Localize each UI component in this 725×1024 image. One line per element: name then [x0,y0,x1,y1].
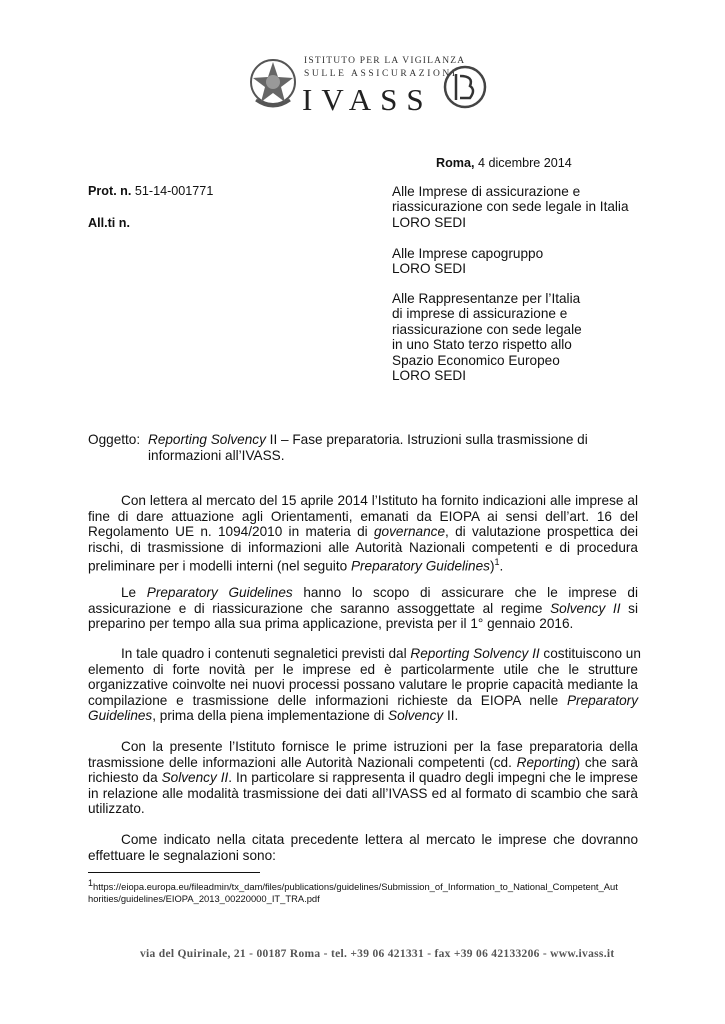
text-line: Le Preparatory Guidelines hanno lo scopo di assicurare che le imprese di [121,585,639,600]
text-line: trasmissione delle informazioni alle Autorità Nazionali competenti (cd. Reporting) che sarà [88,754,638,770]
text-line: elemento di forte novità per le imprese ed è particolarmente utile che le strutture [88,661,638,677]
subject-rest: II – Fase preparatoria. Istruzioni sulla trasmissione di [265,432,588,447]
letter-date [436,155,572,171]
recipient-line: LORO SEDI [392,261,467,277]
text-line: Regolamento UE n. 1094/2010 in materia di governance, di valutazione prospettica dei [88,524,639,540]
recipient-line: Spazio Economico Europeo [392,352,560,368]
text-line: richiesto da Solvency II. In particolare si rappresenta il quadro degli impegni che le imprese [88,770,638,786]
footnote-separator [88,872,260,873]
recipient-line: LORO SEDI [392,368,467,384]
text-line: preliminare per i modelli interni (nel seguito Preparatory Guidelines)$^1$. [88,557,504,574]
text-line: in relazione alle modalità trasmissione dei dati all’IVASS ed al formato di scambio che sarà [88,785,638,801]
attachments [88,215,130,231]
text-line: rischi, di trasmissione di informazioni alle Autorità Nazionali competenti e di procedura [88,539,638,555]
paragraph-4 [88,739,638,817]
attachments-label: All.ti n. [88,216,130,230]
text-line: Guidelines, prima della piena implementazione di Solvency II. [88,708,459,724]
paragraph-3 [88,646,641,724]
recipient-block-1 [392,184,629,230]
subject [88,432,588,448]
ivass-monogram-icon [442,64,488,110]
footnote-ref: 1 [494,557,500,568]
footnote-link-cont[interactable]: horities/guidelines/EIOPA_2013_00220000_IT_TRA.pdf [88,893,320,905]
recipient-line: Alle Rappresentanze per l’Italia [392,291,581,306]
text-line: assicurazione e di riassicurazione che saranno assoggettate al regime Solvency II si [88,600,638,616]
letterhead [248,52,498,118]
recipient-line: LORO SEDI [392,214,467,230]
footnote [88,877,648,905]
date-place: Roma, [436,156,475,170]
protocol-value: 51-14-001771 [134,184,214,198]
subject-line2: informazioni all’IVASS. [148,448,285,463]
subject-italic: Reporting Solvency [148,432,266,447]
recipient-block-2 [392,246,543,277]
footnote-number: 1 [88,878,94,888]
text-line: effettuare le segnalazioni sono: [88,847,276,863]
text-line: Con lettera al mercato del 15 aprile 2014 l’Istituto ha fornito indicazioni alle imprese al [121,493,638,508]
logo-text: IVASS [302,82,433,117]
paragraph-2 [88,585,638,632]
recipient-line: riassicurazione con sede legale [392,321,582,337]
recipient-line: Alle Imprese di assicurazione e [392,184,581,199]
recipient-line: riassicurazione con sede legale in Italia [392,199,629,215]
text-line: preparino per tempo alla sua prima applicazione, prevista per il 1° gennaio 2016. [88,616,574,632]
text-line: compilazione e trasmissione delle informazioni richieste da EIOPA nelle Preparatory [88,692,638,708]
italian-republic-emblem-icon [248,52,298,112]
text-line: fine di dare attuazione agli Orientamenti, emanati da EIOPA ai sensi dell’art. 16 del [88,508,638,524]
text-line: utilizzato. [88,801,145,817]
text-line: Come indicato nella citata precedente lettera al mercato le imprese che dovranno [121,832,638,847]
paragraph-5 [88,832,638,863]
text-line: In tale quadro i contenuti segnaletici previsti dal Reporting Solvency II costituiscono un [121,646,641,661]
recipient-block-3 [392,291,582,383]
subject-label: Oggetto: [88,432,141,447]
institute-name-line1: ISTITUTO PER LA VIGILANZA [304,56,466,66]
date-value: 4 dicembre 2014 [478,156,572,170]
institute-name-line2: SULLE ASSICURAZIONI [304,69,458,79]
text-line: organizzative coinvolte nei nuovi processi possano valutare le proprie capacità mediante la [88,677,638,693]
paragraph-1 [88,493,638,575]
recipient-line: in uno Stato terzo rispetto allo [392,337,572,353]
recipient-line: di imprese di assicurazione e [392,306,568,322]
recipient-line: Alle Imprese capogruppo [392,246,544,261]
footer-address: via del Quirinale, 21 - 00187 Roma - tel. +39 06 421331 - fax +39 06 42133206 - www.ivass.it [140,948,615,960]
text-line: Con la presente l’Istituto fornisce le prime istruzioni per la fase preparatoria della [121,739,638,754]
protocol-number [88,183,213,199]
footnote-link[interactable]: https://eiopa.europa.eu/fileadmin/tx_dam/files/publications/guidelines/Submission_of_Information_to_National_Competent_Aut [93,881,618,893]
protocol-label: Prot. n. [88,184,132,198]
